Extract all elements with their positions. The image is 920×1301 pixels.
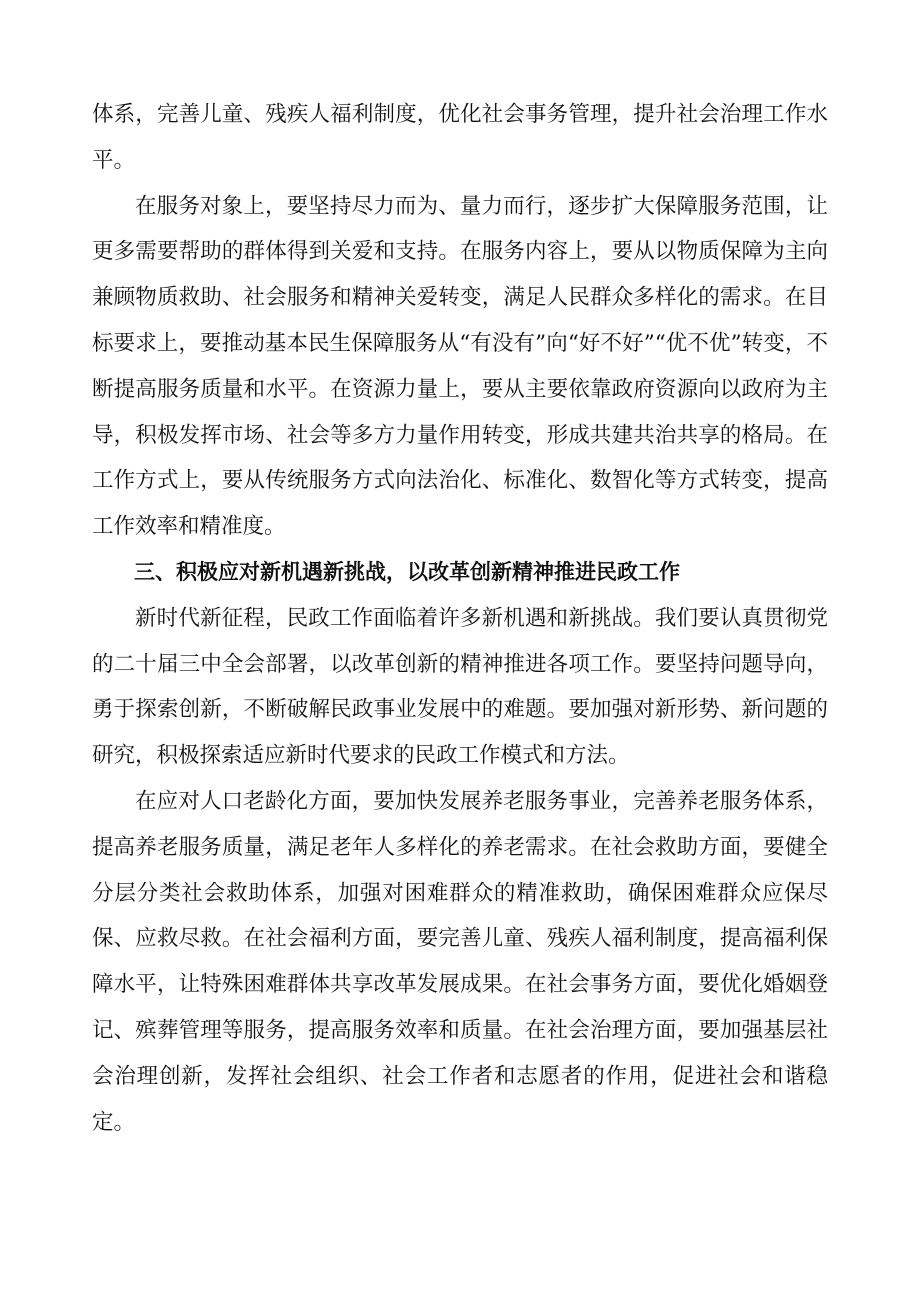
paragraph-aging-response: 在应对人口老龄化方面，要加快发展养老服务事业，完善养老服务体系，提高养老服务质量，满足老年人多样化的养老需求。在社会救助方面，要健全分层分类社会救助体系，加强对困难群众的精准救助，确保困难群众应保尽保、应救尽救。在社会福利方面，要完善儿童、残疾人福利制度，提高福利保障水平，让特殊困难群体共享改革发展成果。在社会事务方面，要优化婚姻登记、殡葬管理等服务，提高服务效率和质量。在社会治理方面，要加强基层社会治理创新，发挥社会组织、社会工作者和志愿者的作用，促进社会和谐稳定。 (92, 788, 828, 1135)
section-heading-three: 三、积极应对新机遇新挑战，以改革创新精神推进民政工作 (134, 559, 680, 584)
paragraph-service-targets: 在服务对象上，要坚持尽力而为、量力而行，逐步扩大保障服务范围，让更多需要帮助的群体得到关爱和支持。在服务内容上，要从以物质保障为主向兼顾物质救助、社会服务和精神关爱转变，满足人民群众多样化的需求。在目标要求上，要推动基本民生保障服务从“有没有”向“好不好”“优不优”转变，不断提高服务质量和水平。在资源力量上，要从主要依靠政府资源向以政府为主导，积极发挥市场、社会等多方力量作用转变，形成共建共治共享的格局。在工作方式上，要从传统服务方式向法治化、标准化、数智化等方式转变，提高工作效率和精准度。 (92, 193, 828, 540)
paragraph-new-era: 新时代新征程，民政工作面临着许多新机遇和新挑战。我们要认真贯彻党的二十届三中全会部署，以改革创新的精神推进各项工作。要坚持问题导向，勇于探索创新，不断破解民政事业发展中的难题。要加强对新形势、新问题的研究，积极探索适应新时代要求的民政工作模式和方法。 (92, 605, 828, 769)
paragraph-continued: 体系，完善儿童、残疾人福利制度，优化社会事务管理，提升社会治理工作水平。 (92, 102, 828, 173)
document-body (92, 92, 828, 1145)
